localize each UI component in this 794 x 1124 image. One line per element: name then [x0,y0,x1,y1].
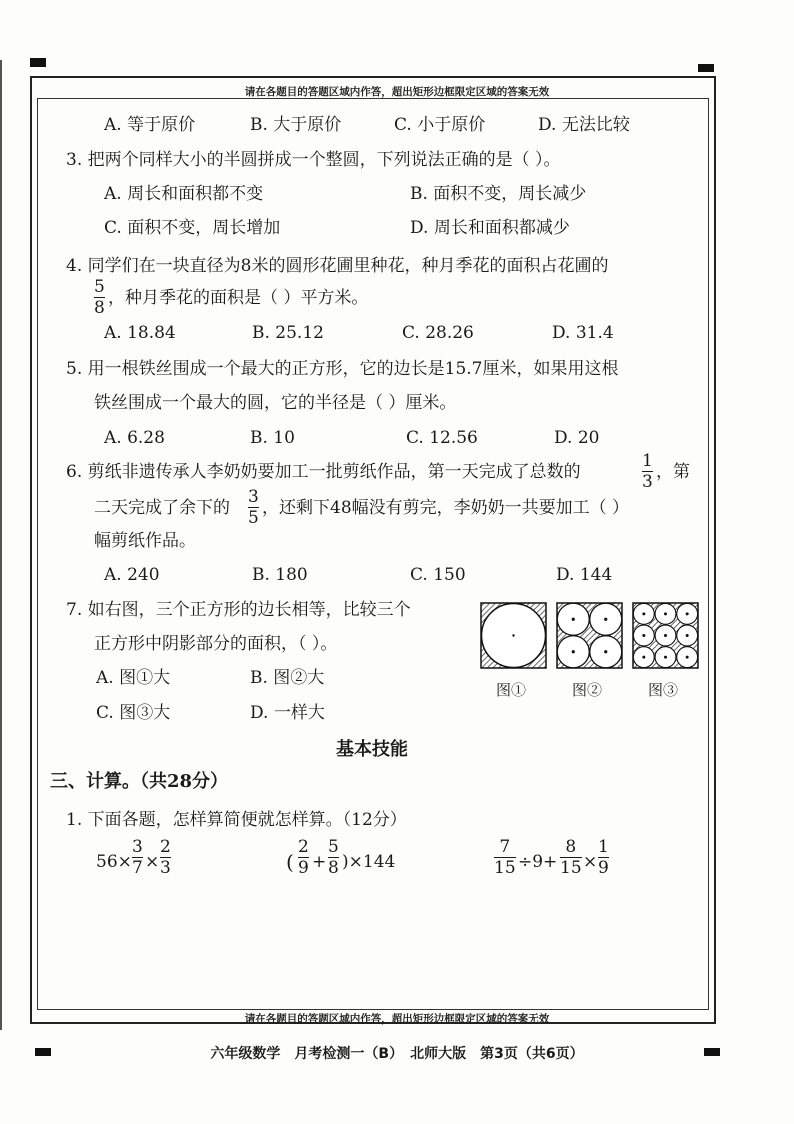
fraction-numerator: 5 [94,277,105,297]
fraction-numerator: 3 [248,487,259,507]
figure-3-circle-center [642,634,645,637]
q5-option-b: B. 10 [250,428,295,448]
expr1-operator: × [145,852,160,872]
figure-3-circle-center [664,656,667,659]
q2-option-a: A. 等于原价 [104,115,196,135]
q6-text-line2b: ，还剩下48幅没有剪完，李奶奶一共要加工（ ） [262,498,630,518]
fraction-numerator: 3 [132,837,143,857]
q7-option-c: C. 图③大 [96,703,171,723]
calc-instruction: 1. 下面各题，怎样算简便就怎样算。（12分） [66,810,407,830]
q7-text-line2: 正方形中阴影部分的面积，（ ）。 [94,634,338,654]
fraction-denominator: 9 [298,858,309,878]
fraction-denominator: 9 [598,858,609,878]
q4-option-b: B. 25.12 [252,323,324,343]
expr2-fraction-2 [328,838,339,877]
figure-3-circle-center [686,612,689,615]
q2-option-b: B. 大于原价 [250,115,342,135]
fraction-numerator: 8 [565,837,577,857]
answer-area-notice-top: 请在各题目的答题区域内作答，超出矩形边框限定区域的答案无效 [244,86,550,98]
q6-text-line3: 幅剪纸作品。 [94,531,196,551]
q4-option-c: C. 28.26 [402,323,474,343]
fraction-numerator: 2 [298,837,309,857]
figure-3-circle-center [642,656,645,659]
q3-option-b: B. 面积不变，周长减少 [410,184,587,204]
q2-option-d: D. 无法比较 [538,115,630,135]
fraction-denominator: 15 [560,858,582,878]
expr1-fraction-2 [160,838,171,877]
q4-fraction [94,278,105,317]
q5-text-line1: 5. 用一根铁丝围成一个最大的正方形，它的边长是15.7厘米，如果用这根 [66,359,619,379]
q5-option-d: D. 20 [554,428,600,448]
fraction-numerator: 7 [499,837,511,857]
fraction-denominator: 15 [494,858,516,878]
fraction-denominator: 8 [94,298,105,318]
part3-title: 三、计算。（共28分） [50,771,229,792]
q6-fraction-1 [642,452,653,491]
q4-text-line2: ，种月季花的面积是（ ）平方米。 [108,288,369,308]
figure-1-square-with-one-circle [481,603,546,668]
figure-3-circle-center [664,634,667,637]
q7-text-line1: 7. 如右图，三个正方形的边长相等，比较三个 [66,600,411,620]
q5-text-line2: 铁丝围成一个最大的圆，它的半径是（ ）厘米。 [94,393,457,413]
q6-option-b: B. 180 [252,565,308,585]
expr3-middle: ÷9+ [518,852,558,872]
figure-3-circle-center [686,634,689,637]
q6-text-line1a: 6. 剪纸非遗传承人李奶奶要加工一批剪纸作品，第一天完成了总数的 [66,462,581,482]
q5-option-c: C. 12.56 [406,428,478,448]
page-edge-line [0,60,2,1030]
fraction-denominator: 3 [642,472,653,492]
q7-option-b: B. 图②大 [250,668,325,688]
q4-option-a: A. 18.84 [104,323,176,343]
q6-option-d: D. 144 [556,565,613,585]
expr3-operator: × [583,852,598,872]
expr3-fraction-3 [598,838,609,877]
fraction-denominator: 8 [328,858,339,878]
answer-area-notice-bottom: 请在各题目的答题区域内作答，超出矩形边框限定区域的答案无效 [244,1013,550,1025]
q7-option-d: D. 一样大 [250,703,325,723]
expr2-fraction-1 [298,838,309,877]
expr1-prefix: 56× [96,852,132,872]
figure-3-circle-center [664,612,667,615]
figure-3-label: 图③ [648,681,679,699]
expr1-fraction-1 [132,838,143,877]
q6-text-line1b: ，第 [656,462,690,482]
page-footer: 六年级数学 月考检测一（B） 北师大版 第3页（共6页） [210,1046,584,1062]
fraction-numerator: 2 [160,837,171,857]
q3-option-c: C. 面积不变，周长增加 [104,218,281,238]
fraction-numerator: 1 [642,451,653,471]
expr3-fraction-2 [560,838,582,877]
q7-option-a: A. 图①大 [96,668,171,688]
fraction-numerator: 1 [598,837,609,857]
q6-option-c: C. 150 [410,565,466,585]
q3-option-a: A. 周长和面积都不变 [104,184,264,204]
q2-option-c: C. 小于原价 [394,115,486,135]
fraction-denominator: 7 [132,858,143,878]
q6-option-a: A. 240 [104,565,160,585]
registration-mark [698,64,714,72]
expr2-left-paren: ( [286,850,294,874]
figure-3-square-with-nine-circles [633,603,698,668]
fraction-denominator: 3 [160,858,171,878]
figure-2-label: 图② [572,681,603,699]
fraction-numerator: 5 [328,837,339,857]
q3-option-d: D. 周长和面积都减少 [410,218,570,238]
figure-3-circle-center [686,656,689,659]
registration-mark [30,58,46,67]
expr2-plus: + [312,852,327,872]
q4-text-line1: 4. 同学们在一块直径为8米的圆形花圃里种花，种月季花的面积占花圃的 [66,256,609,276]
fraction-denominator: 5 [248,508,259,528]
expr3-fraction-1 [494,838,516,877]
q6-text-line2a: 二天完成了余下的 [94,498,230,518]
expr2-suffix: )×144 [342,852,396,872]
q7-figures [480,601,702,671]
q6-fraction-2 [248,488,259,527]
figure-2-square-with-four-circles [557,603,622,668]
q5-option-a: A. 6.28 [104,428,165,448]
figure-3-circle-center [642,612,645,615]
q4-option-d: D. 31.4 [552,323,614,343]
q3-text: 3. 把两个同样大小的半圆拼成一个整圆，下列说法正确的是（ ）。 [66,150,561,170]
section-title: 基本技能 [336,739,408,760]
figure-1-label: 图① [496,681,527,699]
